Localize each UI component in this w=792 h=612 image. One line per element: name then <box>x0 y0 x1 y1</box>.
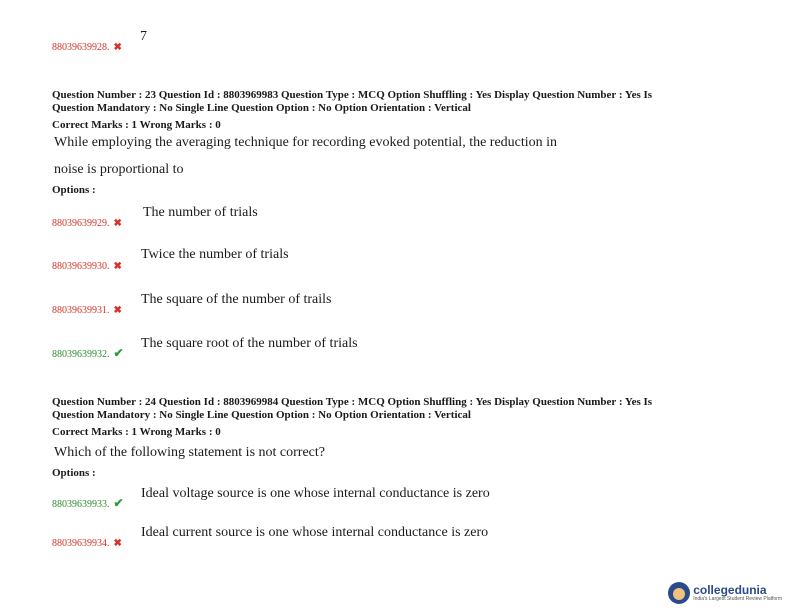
option-text: The number of trials <box>143 205 258 220</box>
check-icon: ✔ <box>113 496 124 510</box>
collegedunia-logo <box>668 582 782 604</box>
options-label: Options : <box>52 184 96 196</box>
option-row <box>52 344 124 362</box>
question-text: noise is proportional to <box>54 162 184 177</box>
option-row <box>52 533 122 551</box>
option-row <box>52 256 122 274</box>
option-id: 88039639932. <box>52 349 110 360</box>
cross-icon: ✖ <box>113 218 122 229</box>
option-text: 7 <box>140 29 147 44</box>
option-id: 88039639930. <box>52 261 110 272</box>
logo-tagline: India's Largest Student Review Platform <box>693 596 782 602</box>
option-text: The square of the number of trails <box>141 292 332 307</box>
options-label: Options : <box>52 467 96 479</box>
question-text: While employing the averaging technique for recording evoked potential, the reduction in <box>54 135 558 150</box>
cross-icon: ✖ <box>113 305 122 316</box>
question-header: Question Number : 24 Question Id : 8803969984 Question Type : MCQ Option Shuffling : Yes Display Question Number : Yes Is Question Mandatory : No Single Line Question Option : No Option Orientation : Vertical <box>52 396 653 421</box>
option-text: Ideal current source is one whose internal conductance is zero <box>141 525 489 540</box>
option-id: 88039639934. <box>52 538 110 549</box>
check-icon: ✔ <box>113 346 124 360</box>
option-id: 88039639933. <box>52 499 110 510</box>
marks-info: Correct Marks : 1 Wrong Marks : 0 <box>52 119 221 131</box>
option-id: 88039639928. <box>52 42 110 53</box>
cross-icon: ✖ <box>113 42 122 53</box>
option-text: The square root of the number of trials <box>141 336 358 351</box>
cross-icon: ✖ <box>113 538 122 549</box>
option-row <box>52 37 122 55</box>
option-text: Twice the number of trials <box>141 247 289 262</box>
option-row <box>52 300 122 318</box>
marks-info: Correct Marks : 1 Wrong Marks : 0 <box>52 426 221 438</box>
cross-icon: ✖ <box>113 261 122 272</box>
option-text: Ideal voltage source is one whose internal conductance is zero <box>141 486 490 501</box>
option-id: 88039639929. <box>52 218 110 229</box>
option-row <box>52 494 124 512</box>
option-id: 88039639931. <box>52 305 110 316</box>
logo-avatar-icon <box>668 582 690 604</box>
option-row <box>52 213 122 231</box>
question-text: Which of the following statement is not correct? <box>54 445 325 460</box>
logo-name: collegedunia <box>693 583 767 597</box>
question-header: Question Number : 23 Question Id : 8803969983 Question Type : MCQ Option Shuffling : Yes Display Question Number : Yes Is Question Mandatory : No Single Line Question Option : No Option Orientation : Vertical <box>52 89 653 114</box>
